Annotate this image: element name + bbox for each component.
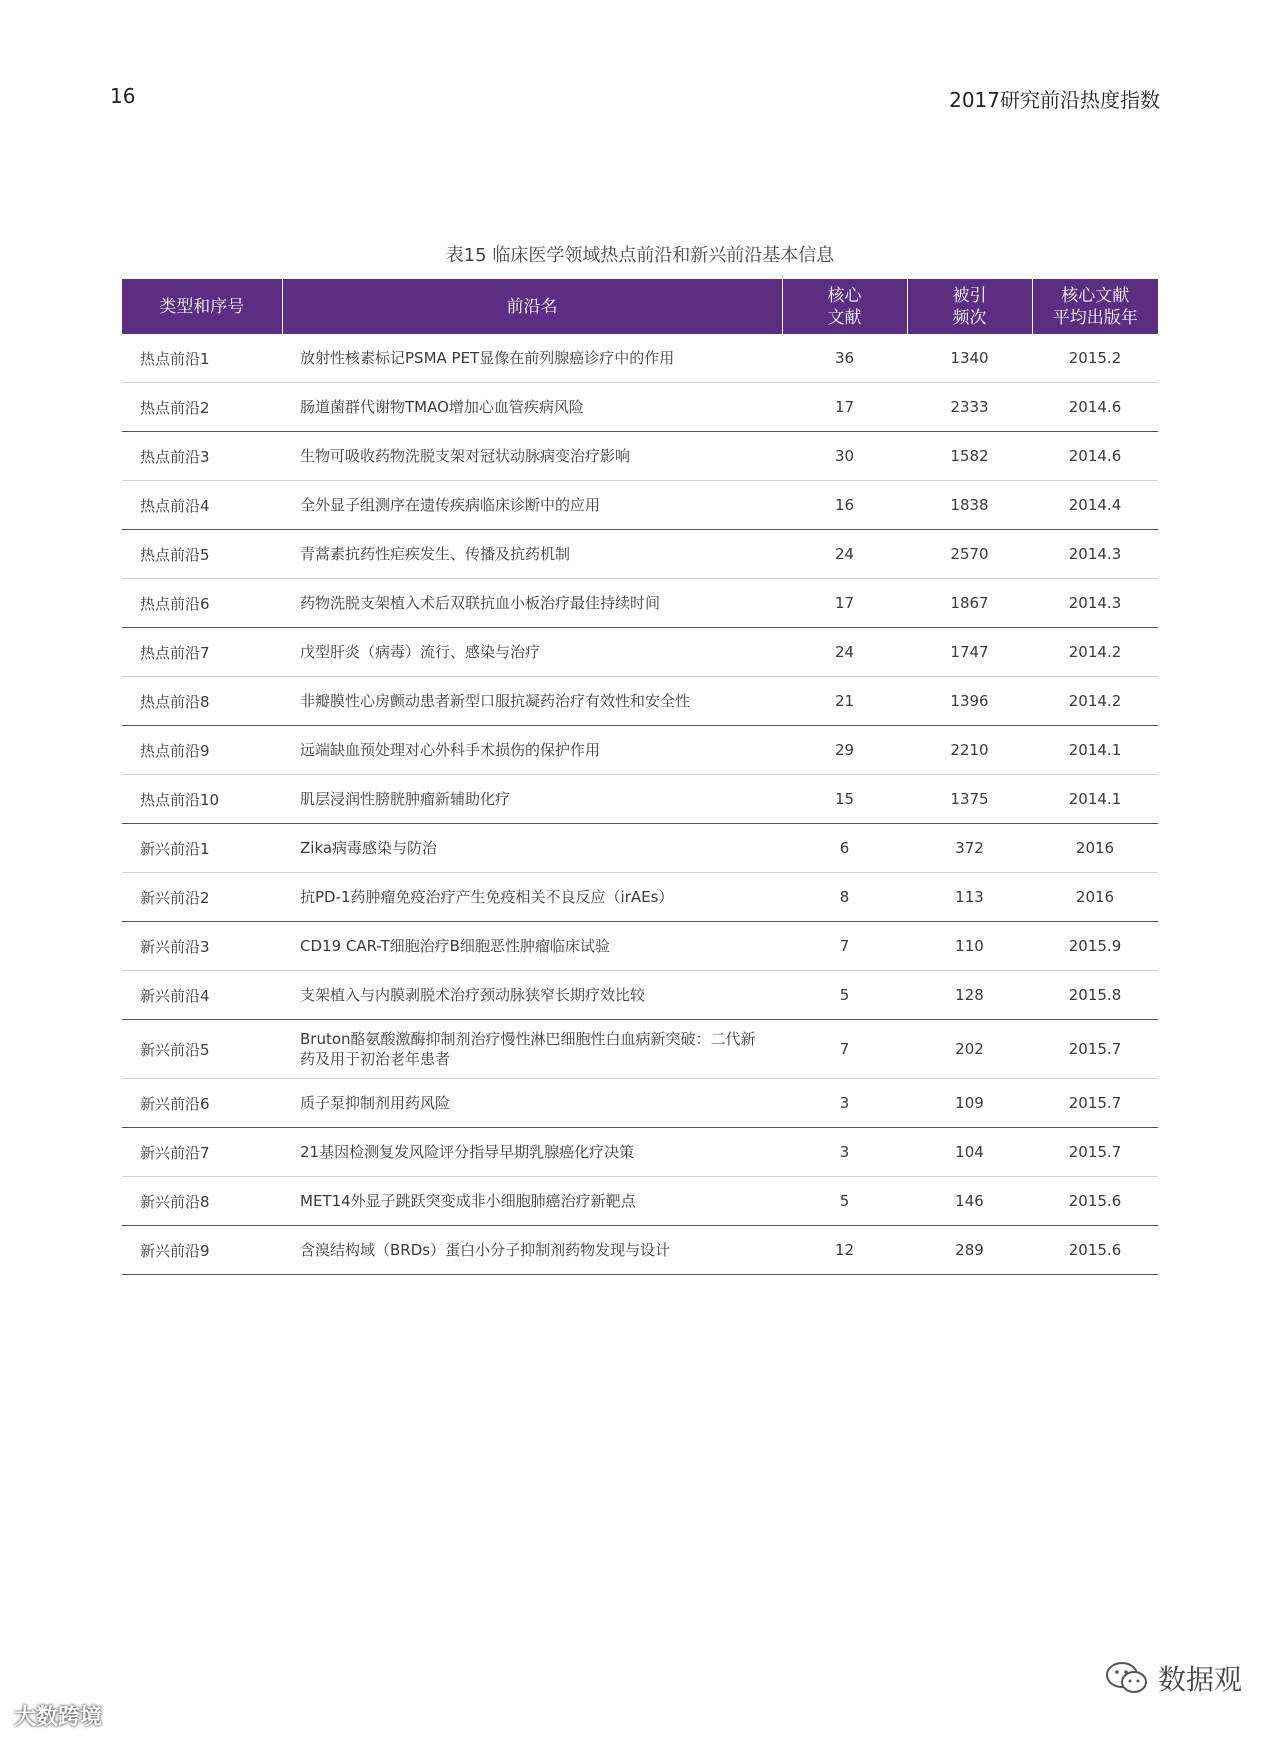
cell-cited: 2570	[907, 530, 1032, 579]
cell-type: 新兴前沿2	[122, 873, 282, 922]
cell-name: 非瓣膜性心房颤动患者新型口服抗凝药治疗有效性和安全性	[282, 677, 782, 726]
cell-year: 2015.7	[1032, 1079, 1158, 1128]
cell-year: 2014.2	[1032, 677, 1158, 726]
cell-core: 24	[782, 628, 907, 677]
cell-year: 2016	[1032, 873, 1158, 922]
cell-core: 30	[782, 432, 907, 481]
wechat-logo-icon	[1104, 1660, 1150, 1696]
cell-year: 2015.7	[1032, 1128, 1158, 1177]
cell-cited: 1867	[907, 579, 1032, 628]
cell-type: 热点前沿9	[122, 726, 282, 775]
cell-type: 新兴前沿1	[122, 824, 282, 873]
cell-type: 新兴前沿3	[122, 922, 282, 971]
cell-name: 抗PD-1药肿瘤免疫治疗产生免疫相关不良反应（irAEs）	[282, 873, 782, 922]
cell-cited: 1838	[907, 481, 1032, 530]
table-body	[122, 334, 1158, 1275]
cell-name: Bruton酪氨酸激酶抑制剂治疗慢性淋巴细胞性白血病新突破：二代新药及用于初治老年患者	[282, 1020, 782, 1079]
cell-year: 2015.6	[1032, 1226, 1158, 1275]
cell-cited: 109	[907, 1079, 1032, 1128]
cell-year: 2014.4	[1032, 481, 1158, 530]
cell-year: 2014.6	[1032, 383, 1158, 432]
table-header	[122, 279, 1158, 334]
cell-year: 2015.2	[1032, 334, 1158, 383]
cell-type: 热点前沿7	[122, 628, 282, 677]
cell-name: 远端缺血预处理对心外科手术损伤的保护作用	[282, 726, 782, 775]
table-row	[122, 1079, 1158, 1128]
table-row	[122, 628, 1158, 677]
cell-core: 5	[782, 971, 907, 1020]
cell-year: 2015.7	[1032, 1020, 1158, 1079]
cell-cited: 1375	[907, 775, 1032, 824]
cell-year: 2014.2	[1032, 628, 1158, 677]
cell-core: 3	[782, 1079, 907, 1128]
watermark-left: 大数跨境	[14, 1705, 103, 1730]
cell-name: 肌层浸润性膀胱肿瘤新辅助化疗	[282, 775, 782, 824]
cell-core: 5	[782, 1177, 907, 1226]
cell-year: 2015.8	[1032, 971, 1158, 1020]
col-header-core	[782, 279, 907, 334]
cell-year: 2014.1	[1032, 726, 1158, 775]
col-header-name: 前沿名	[282, 279, 782, 334]
table-row	[122, 432, 1158, 481]
table-row	[122, 677, 1158, 726]
table-caption: 表15 临床医学领域热点前沿和新兴前沿基本信息	[445, 245, 835, 266]
cell-type: 热点前沿8	[122, 677, 282, 726]
page-number: 16	[110, 84, 136, 108]
table-row	[122, 1128, 1158, 1177]
table-row	[122, 383, 1158, 432]
cell-year: 2016	[1032, 824, 1158, 873]
cell-cited: 1582	[907, 432, 1032, 481]
cell-name: 生物可吸收药物洗脱支架对冠状动脉病变治疗影响	[282, 432, 782, 481]
cell-core: 21	[782, 677, 907, 726]
col-header-cited	[907, 279, 1032, 334]
cell-name: 全外显子组测序在遗传疾病临床诊断中的应用	[282, 481, 782, 530]
cell-cited: 289	[907, 1226, 1032, 1275]
col-header-year	[1032, 279, 1158, 334]
cell-name: MET14外显子跳跃突变成非小细胞肺癌治疗新靶点	[282, 1177, 782, 1226]
cell-type: 热点前沿4	[122, 481, 282, 530]
table-row	[122, 1020, 1158, 1079]
cell-year: 2014.1	[1032, 775, 1158, 824]
cell-name: 戊型肝炎（病毒）流行、感染与治疗	[282, 628, 782, 677]
cell-core: 7	[782, 1020, 907, 1079]
cell-core: 12	[782, 1226, 907, 1275]
table-row	[122, 971, 1158, 1020]
cell-type: 新兴前沿4	[122, 971, 282, 1020]
watermark-right	[1104, 1658, 1242, 1698]
cell-year: 2015.9	[1032, 922, 1158, 971]
cell-type: 新兴前沿7	[122, 1128, 282, 1177]
cell-year: 2014.3	[1032, 530, 1158, 579]
table-row	[122, 1226, 1158, 1275]
cell-type: 热点前沿10	[122, 775, 282, 824]
col-header-year-line1: 核心文献	[1061, 285, 1130, 306]
cell-core: 17	[782, 579, 907, 628]
cell-core: 17	[782, 383, 907, 432]
cell-type: 热点前沿2	[122, 383, 282, 432]
col-header-cited-line1: 被引	[952, 285, 987, 306]
cell-cited: 1340	[907, 334, 1032, 383]
cell-core: 6	[782, 824, 907, 873]
cell-cited: 146	[907, 1177, 1032, 1226]
cell-type: 新兴前沿8	[122, 1177, 282, 1226]
cell-name: 质子泵抑制剂用药风险	[282, 1079, 782, 1128]
cell-cited: 1396	[907, 677, 1032, 726]
col-header-core-line2: 文献	[827, 307, 862, 328]
cell-year: 2014.6	[1032, 432, 1158, 481]
cell-core: 29	[782, 726, 907, 775]
cell-cited: 202	[907, 1020, 1032, 1079]
cell-core: 16	[782, 481, 907, 530]
cell-type: 热点前沿5	[122, 530, 282, 579]
col-header-cited-line2: 频次	[952, 307, 987, 328]
cell-core: 24	[782, 530, 907, 579]
cell-year: 2015.6	[1032, 1177, 1158, 1226]
cell-name: 21基因检测复发风险评分指导早期乳腺癌化疗决策	[282, 1128, 782, 1177]
cell-type: 新兴前沿9	[122, 1226, 282, 1275]
cell-cited: 104	[907, 1128, 1032, 1177]
cell-name: 含溴结构域（BRDs）蛋白小分子抑制剂药物发现与设计	[282, 1226, 782, 1275]
frontier-table	[122, 279, 1158, 1275]
cell-core: 36	[782, 334, 907, 383]
cell-core: 7	[782, 922, 907, 971]
cell-core: 8	[782, 873, 907, 922]
table-row	[122, 579, 1158, 628]
cell-type: 热点前沿6	[122, 579, 282, 628]
cell-type: 新兴前沿6	[122, 1079, 282, 1128]
cell-year: 2014.3	[1032, 579, 1158, 628]
cell-name: 青蒿素抗药性疟疾发生、传播及抗药机制	[282, 530, 782, 579]
col-header-type: 类型和序号	[159, 296, 245, 317]
col-header-core-line1: 核心	[827, 285, 862, 306]
cell-core: 15	[782, 775, 907, 824]
table-row	[122, 775, 1158, 824]
table-row	[122, 726, 1158, 775]
table-row	[122, 530, 1158, 579]
cell-name: 肠道菌群代谢物TMAO增加心血管疾病风险	[282, 383, 782, 432]
cell-cited: 2210	[907, 726, 1032, 775]
cell-cited: 113	[907, 873, 1032, 922]
cell-type: 热点前沿1	[122, 334, 282, 383]
cell-name: 药物洗脱支架植入术后双联抗血小板治疗最佳持续时间	[282, 579, 782, 628]
cell-cited: 372	[907, 824, 1032, 873]
cell-name: 放射性核素标记PSMA PET显像在前列腺癌诊疗中的作用	[282, 334, 782, 383]
running-header-title: 2017研究前沿热度指数	[949, 88, 1160, 112]
cell-core: 3	[782, 1128, 907, 1177]
table-row	[122, 334, 1158, 383]
table-row	[122, 873, 1158, 922]
cell-name: CD19 CAR-T细胞治疗B细胞恶性肿瘤临床试验	[282, 922, 782, 971]
cell-name: Zika病毒感染与防治	[282, 824, 782, 873]
table-row	[122, 1177, 1158, 1226]
table-row	[122, 481, 1158, 530]
cell-type: 新兴前沿5	[122, 1020, 282, 1079]
cell-name: 支架植入与内膜剥脱术治疗颈动脉狭窄长期疗效比较	[282, 971, 782, 1020]
cell-cited: 2333	[907, 383, 1032, 432]
cell-cited: 128	[907, 971, 1032, 1020]
table-row	[122, 922, 1158, 971]
watermark-right-text: 数据观	[1157, 1663, 1242, 1696]
table-row	[122, 824, 1158, 873]
cell-cited: 1747	[907, 628, 1032, 677]
cell-type: 热点前沿3	[122, 432, 282, 481]
col-header-year-line2: 平均出版年	[1052, 307, 1138, 328]
cell-cited: 110	[907, 922, 1032, 971]
